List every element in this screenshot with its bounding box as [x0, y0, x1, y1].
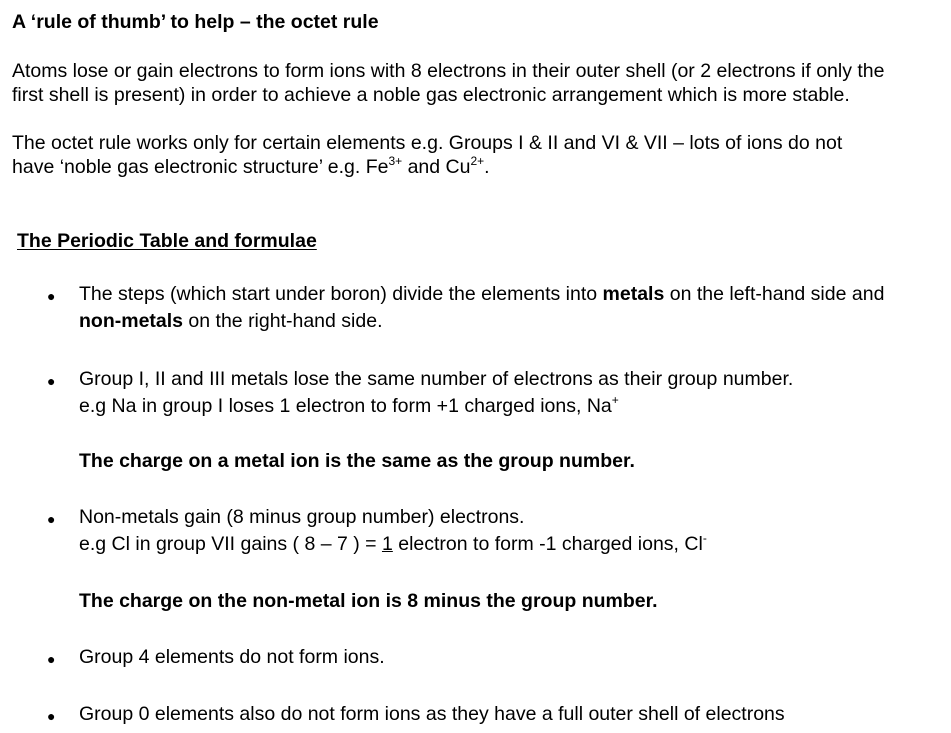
list-item-line	[79, 308, 884, 335]
text-fragment: on the right-hand side.	[183, 310, 383, 332]
text-fragment: electron to form -1 charged ions, Cl	[392, 533, 703, 555]
metal-ion-rule: The charge on a metal ion is the same as the group number.	[79, 450, 635, 472]
text-fragment: e.g Cl in group VII gains ( 8 – 7 ) =	[79, 533, 382, 555]
bold-term: non-metals	[79, 310, 184, 332]
section-heading: The Periodic Table and formulae	[17, 230, 317, 252]
list-item-line	[79, 281, 884, 308]
charge-superscript: 3+	[388, 153, 403, 168]
charge-superscript: 2+	[470, 153, 485, 168]
bullet-icon: ●	[47, 373, 56, 389]
bold-term: metals	[602, 283, 665, 305]
list-item-line	[79, 531, 707, 558]
text-fragment: on the left-hand side and	[664, 283, 885, 305]
charge-superscript: +	[611, 392, 619, 407]
list-item: Group 0 elements also do not form ions as they have a full outer shell of electrons	[79, 703, 785, 725]
list-item	[79, 366, 793, 420]
bullet-icon: ●	[47, 288, 56, 304]
list-item: Group 4 elements do not form ions.	[79, 646, 385, 668]
list-item	[79, 281, 884, 335]
octet-limitations-paragraph	[12, 131, 842, 179]
paragraph-line: Atoms lose or gain electrons to form ions with 8 electrons in their outer shell (or 2 electrons if only the	[12, 60, 885, 82]
octet-rule-title: A ‘rule of thumb’ to help – the octet rule	[12, 11, 379, 33]
paragraph-line: first shell is present) in order to achieve a noble gas electronic arrangement which is more stable.	[12, 84, 850, 106]
list-item-line	[79, 393, 793, 420]
text-fragment: The steps (which start under boron) divide the elements into	[79, 283, 603, 305]
non-metal-ion-rule: The charge on the non-metal ion is 8 minus the group number.	[79, 590, 658, 612]
list-item-line: Group I, II and III metals lose the same number of electrons as their group number.	[79, 368, 794, 390]
text-fragment: have ‘noble gas electronic structure’ e.g. Fe	[12, 156, 389, 178]
text-fragment: and Cu	[402, 156, 471, 178]
paragraph-line: The octet rule works only for certain elements e.g. Groups I & II and VI & VII – lots of ions do not	[12, 132, 843, 154]
octet-rule-paragraph	[12, 59, 885, 107]
bullet-icon: ●	[47, 651, 56, 667]
text-fragment: .	[484, 156, 490, 178]
text-fragment: e.g Na in group I loses 1 electron to form +1 charged ions, Na	[79, 395, 612, 417]
bullet-icon: ●	[47, 511, 56, 527]
paragraph-line	[12, 155, 842, 179]
list-item	[79, 504, 707, 558]
list-item-line: Non-metals gain (8 minus group number) electrons.	[79, 506, 525, 528]
underlined-number: 1	[381, 533, 393, 555]
charge-superscript: -	[702, 530, 707, 545]
bullet-icon: ●	[47, 708, 56, 724]
